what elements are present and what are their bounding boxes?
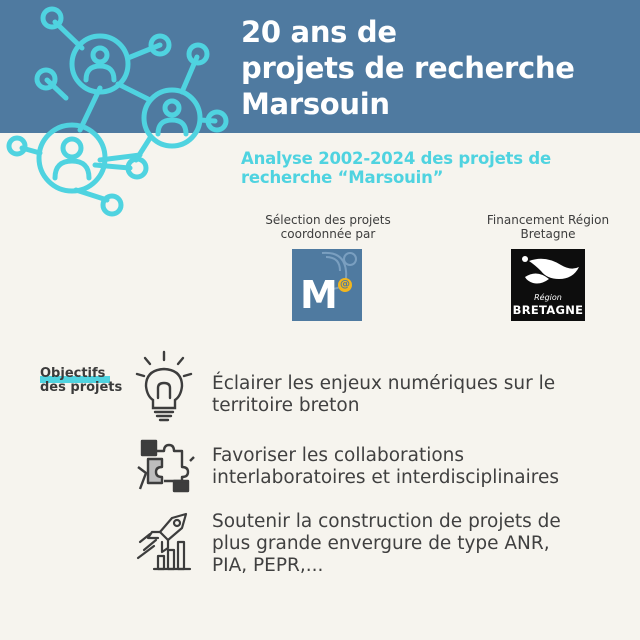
page-title [241,14,636,122]
objectives-label-line: Objectifs [40,366,106,381]
objective-3-text [212,511,632,577]
title-line: Marsouin [241,87,390,121]
ermine-icon [511,249,585,293]
puzzle-hands-icon [134,437,196,495]
objectives-label [40,367,130,395]
funding-label [474,213,622,241]
title-line: projets de recherche [241,51,575,85]
region-word: Région [534,293,562,302]
objectives-label-line: des projets [40,380,123,395]
rocket-growth-icon [136,512,194,572]
objective-2-text [212,445,632,489]
bretagne-word: BRETAGNE [512,303,584,317]
marsouin-logo [292,249,362,321]
selection-label [255,213,401,241]
funding-label-line: Financement Région [486,213,610,227]
objective-line: PIA, PEPR,... [212,555,324,576]
research-network-icon [0,0,230,230]
lightbulb-icon [133,350,195,424]
objective-line: interlaboratoires et interdisciplinaires [212,467,559,488]
objective-line: territoire breton [212,395,360,416]
selection-label-line: coordonnée par [280,227,376,241]
region-bretagne-logo [511,249,585,321]
objective-line: Favoriser les collaborations [212,445,465,466]
funding-label-line: Bretagne [520,227,576,241]
selection-label-line: Sélection des projets [265,213,391,227]
objective-1-text [212,373,632,417]
subtitle [241,149,636,187]
subtitle-line: recherche “Marsouin” [241,168,444,187]
subtitle-line: Analyse 2002-2024 des projets de [241,149,552,168]
objective-line: Éclairer les enjeux numériques sur le [212,373,556,394]
marsouin-logo-letter: M [300,273,338,317]
objective-line: Soutenir la construction de projets de [212,511,561,532]
marsouin-logo-badge: @ [340,279,350,290]
title-line: 20 ans de [241,15,397,49]
objective-line: plus grande envergure de type ANR, [212,533,550,554]
